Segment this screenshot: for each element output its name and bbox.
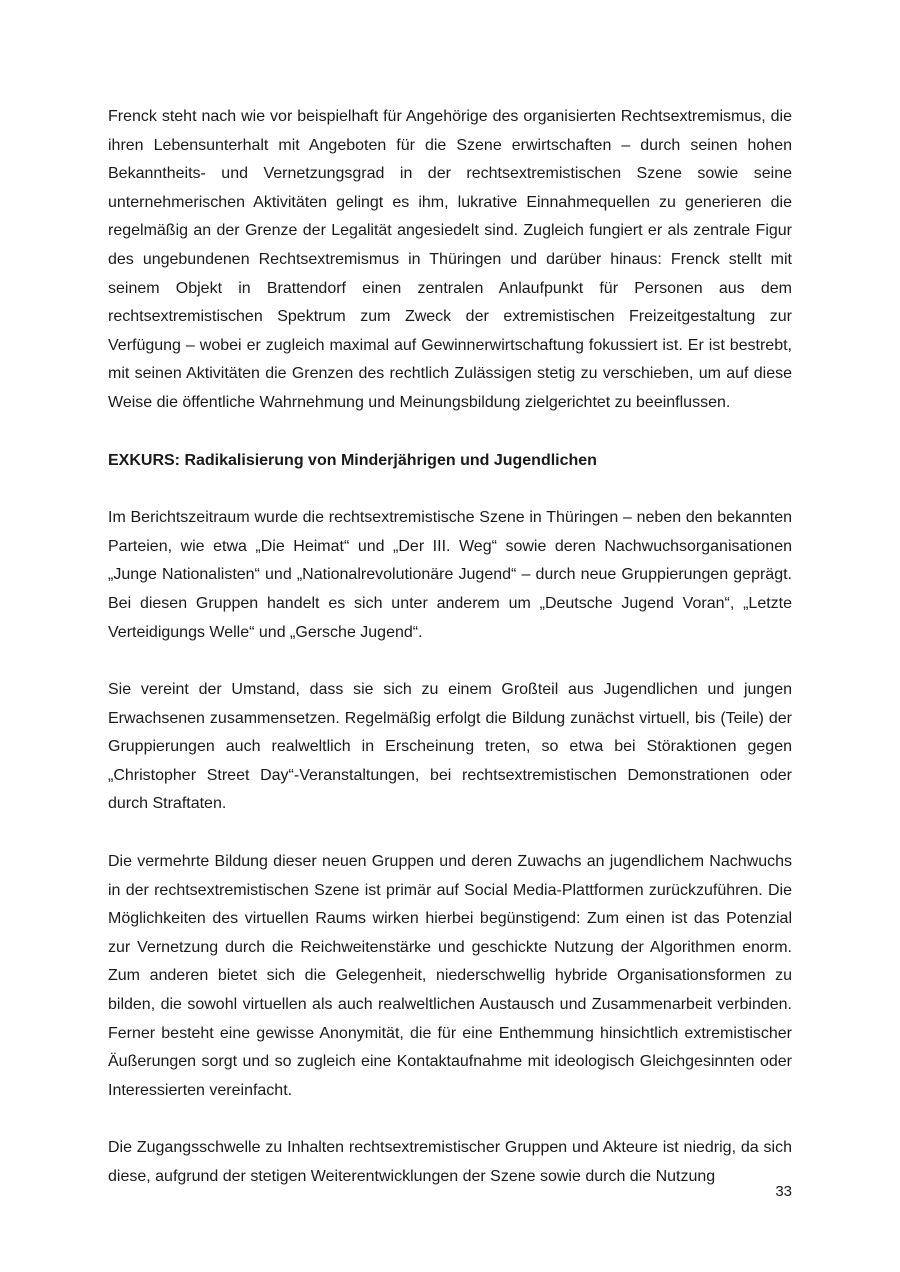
paragraph-composition: Sie vereint der Umstand, dass sie sich zu einem Großteil aus Jugendlichen und jungen Erwachsenen zusammensetzen. Regelmäßig erfolgt die Bildung zunächst virtuell, bis (Teile) der Gruppierungen auch realweltlich in Erscheinung treten, so etwa bei Störaktionen gegen „Christopher Street Day“-Veranstaltungen, bei rechtsextremistischen Demonstrationen oder durch Straftaten. [108,681,792,813]
paragraph-social-media: Die vermehrte Bildung dieser neuen Gruppen und deren Zuwachs an jugendlichem Nachwuchs in der rechtsextremistischen Szene ist primär auf Social Media-Plattformen zurückzuführen. Die Möglichkeiten des virtuellen Raums wirken hierbei begünstigend: Zum einen ist das Potenzial zur Vernetzung durch die Reichweitenstärke und geschickte Nutzung der Algorithmen enorm. Zum anderen bietet sich die Gelegenheit, niederschwellig hybride Organisationsformen zu bilden, die sowohl virtuellen als auch realweltlichen Austausch und Zusammenarbeit verbinden. Ferner besteht eine gewisse Anonymität, die für eine Enthemmung hinsichtlich extremistischer Äußerungen sorgt und so zugleich eine Kontaktaufnahme mit ideologisch Gleichgesinnten oder Interessierten vereinfacht. [108,853,792,1099]
paragraph-frenck: Frenck steht nach wie vor beispielhaft für Angehörige des organisierten Rechtsextremismus, die ihren Lebensunterhalt mit Angeboten für die Szene erwirtschaften – durch seinen hohen Bekanntheits- und Vernetzungsgrad in der rechtsextremistischen Szene sowie seine unternehmerischen Aktivitäten gelingt es ihm, lukrative Einnahmequellen zu generieren die regelmäßig an der Grenze der Legalität angesiedelt sind. Zugleich fungiert er als zentrale Figur des ungebundenen Rechtsextremismus in Thüringen und darüber hinaus: Frenck stellt mit seinem Objekt in Brattendorf einen zentralen Anlaufpunkt für Personen aus dem rechtsextremistischen Spektrum zum Zweck der extremistischen Freizeitgestaltung zur Verfügung – wobei er zugleich maximal auf Gewinnerwirtschaftung fokussiert ist. Er ist bestrebt, mit seinen Aktivitäten die Grenzen des rechtlich Zulässigen stetig zu verschieben, um auf diese Weise die öffentliche Wahrnehmung und Meinungsbildung zielgerichtet zu beeinflussen. [108,108,792,411]
paragraph-new-groups: Im Berichtszeitraum wurde die rechtsextremistische Szene in Thüringen – neben den bekannten Parteien, wie etwa „Die Heimat“ und „Der III. Weg“ sowie deren Nachwuchsorganisationen „Junge Nationalisten“ und „Nationalrevolutionäre Jugend“ – durch neue Gruppierungen geprägt. Bei diesen Gruppen handelt es sich unter anderem um „Deutsche Jugend Voran“, „Letzte Verteidigungs Welle“ und „Gersche Jugend“. [108,509,792,641]
page-content [108,103,792,1192]
paragraph-access-threshold: Die Zugangsschwelle zu Inhalten rechtsextremistischer Gruppen und Akteure ist niedrig, da sich diese, aufgrund der stetigen Weiterentwicklungen der Szene sowie durch die Nutzung [108,1139,792,1185]
section-heading: EXKURS: Radikalisierung von Minderjährigen und Jugendlichen [108,451,597,469]
page-number: 33 [775,1183,792,1200]
